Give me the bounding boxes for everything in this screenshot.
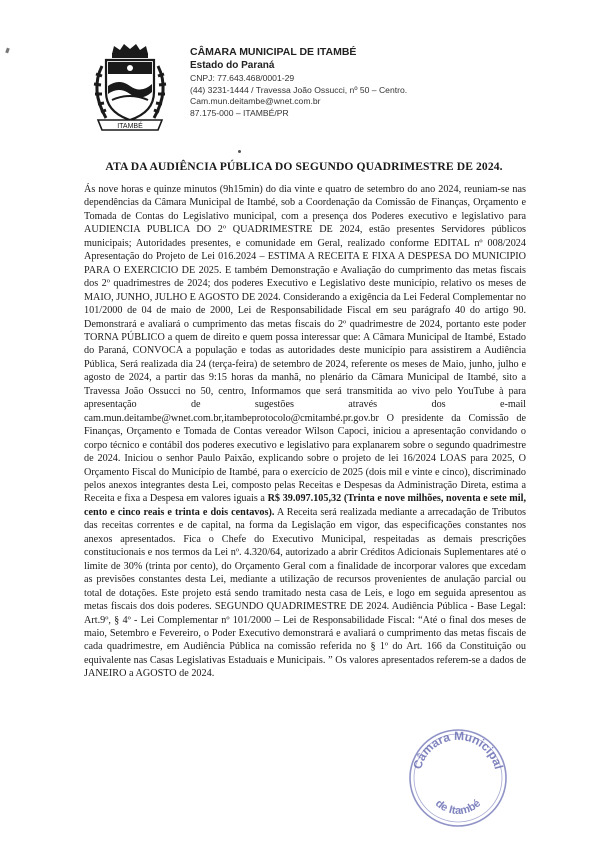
document-body [84,183,526,681]
body-paragraph [84,183,526,681]
institution-stamp [404,720,512,832]
letterhead [190,46,510,119]
institution-name: CÂMARA MUNICIPAL DE ITAMBÉ [190,46,357,58]
budget-value: R$ 39.097.105,32 (Trinta e nove milhões, noventa e sete mil, cento e cinco reais e trinta e dois centavos). [84,493,526,518]
cnpj-line: CNPJ: 77.643.468/0001-29 [190,73,295,83]
stamp-text-top: Câmara Municipal [410,728,506,771]
scan-dot [238,150,241,153]
phone-address-line: (44) 3231-1444 / Travessa João Ossucci, nº 50 – Centro. [190,84,408,95]
coat-of-arms-logo [84,40,176,136]
svg-text:Câmara Municipal [410,729,506,771]
cep-line: 87.175-000 – ITAMBÉ/PR [190,107,289,118]
stamp-text-bottom: de Itambé [432,797,484,818]
crest-ribbon-text: ITAMBÉ [117,123,143,130]
document-title: ATA DA AUDIÊNCIA PÚBLICA DO SEGUNDO QUADRIMESTRE DE 2024. [105,160,503,173]
email-line: Cam.mun.deitambe@wnet.com.br [190,96,321,107]
body-text-part-2: A Receita será realizada mediante a arrecadação de Tributos das receitas correntes e de capital, na forma da Legislação em vigor, das especificações constantes nos anexos apresentados. Fica o Chefe do Executivo Municipal, respeitadas as demais prescrições constitucionais e nos termos da Lei nº. 4.320/64, autorizado a abrir Créditos Adicionais Suplementares até o limite de 30% (trinta por cento), do Orçamento Geral com a finalidade de incorporar valores que excedam as previsões constantes desta Lei, mediante a utilização de recursos provenientes de anulação parcial ou total de dotações. Este projeto está sendo tramitado nesta casa de Leis, e logo em seguida apresentou as metas fiscais dos dois poderes. SEGUNDO QUADRIMESTRE DE 2024. Audiência Pública - Base Legal: Art.9º, § 4º - Lei Complementar nº 101/2000 – Lei de Responsabilidade Fiscal: “Até o final dos meses de maio, Setembro e Fevereiro, o Poder Executivo demonstrará e avaliará o cumprimento das metas fiscais de cada quadrimestre, em Audiência Pública na comissão referida no § 1º do Art. 166 da Constituição ou equivalente nas Casas Legislativas Estaduais e Municipais. ” Os valores apresentados referem-se a dados de JANEIRO a AGOSTO de 2024. [84,506,527,680]
scan-mark [5,48,10,54]
institution-state: Estado do Paraná [190,60,275,71]
svg-text:de Itambé [433,797,483,817]
body-text-part-1: Ás nove horas e quinze minutos (9h15min) do dia vinte e quatro de setembro do ano 2024, reuniam-se nas dependências da Câmara Municipal de Itambé, sob a Coordenação da Comissão de Finanças, Orçamento e Tomada de Contas do Legislativo municipal, com a presença dos Poderes executivo e legislativo para AUDIENCIA PUBLICA DO 2º QUADRIMESTRE DE 2024, estão presentes Servidores públicos municipais; Autoridades presentes, e comunidade em Geral, realizado conforme EDITAL nº 008/2024 Apresentação do Projeto de Lei 016.2024 – ESTIMA A RECEITA E FIXA A DESPESA DO MUNICIPIO PARA O EXERCICIO DE 2025. E também Demonstração e Avaliação do cumprimento das metas fiscais dos 2º quadrimestres de 2024; dos poderes Executivo e Legislativo deste município, relativo os meses de MAIO, JUNHO, JULHO E AGOSTO DE 2024. Considerando a exigência da Lei Federal Complementar no 101/2000 de 04 de maio de 2000, Lei de Responsabilidade Fiscal em seu parágrafo 40 do artigo 90. Demonstrará e avaliará o cumprimento das metas fiscais do 2º quadrimestre de 2024, portanto este poder TORNA PÚBLICO a quem de direito e quem possa interessar que: A Câmara Municipal de Itambé, Estado do Paraná, CONVOCA a população e todas as autoridades deste município para assistirem a Audiência Pública, Será realizada dia 24 (terça-feira) de setembro de 2024, referente os meses de Maio, junho, julho e agosto de 2024, a partir das 9:15 horas da manhã, no plenário da Câmara Municipal de Itambé, sito a Travessa João Ossucci no 50, centro, Informamos que será transmitida ao vivo pelo YouTube à para apresentação de sugestões através dos e-mail cam.mun.deitambe@wnet.com.br,itambeprotocolo@cmitambé.pr.gov.br O presidente da Comissão de Finanças, Orçamento e Tomada de Contas vereador Wilson Capoci, iniciou a apresentação convidando o corpo técnico e contábil dos poderes executivo e legislativo para explanarem sobre o segundo quadrimestre de 2024. Iniciou o senhor Paulo Paixão, explicando sobre o projeto de lei 16/2024 LOAS para 2025, O Orçamento Fiscal do Município de Itambé, para o exercício de 2025 (dois mil e vinte e cinco), discriminado pelos anexos integrantes desta Lei, composto pelas Receitas e Despesas da Administração Direta, estima a Receita e fixa a Despesa em valores iguais a [84,184,526,505]
